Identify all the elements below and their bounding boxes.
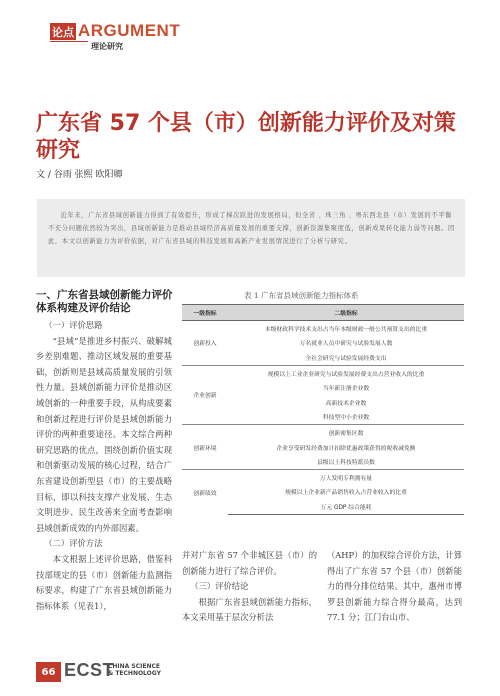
page-number: 66: [36, 662, 61, 682]
left-column: [36, 318, 172, 614]
middle-column: [182, 548, 317, 626]
paragraph: 本文根据上述评价思路，借鉴科技部规定的县（市）创新能力监测指标要求，构建了广东省县域创新能力指标体系（见表1），: [36, 553, 172, 611]
subsection-heading: （三）评价结论: [190, 581, 249, 592]
table-cell-indicator: 本级财政科学技术支出占当年本级财政一般公共预算支出的比重: [264, 326, 428, 333]
brand-subtitle-line: & TECHNOLOGY: [108, 670, 161, 677]
subsection-heading: （一）评价思路: [44, 320, 103, 330]
brand-subtitle: [108, 663, 161, 677]
section-tag-english: ARGUMENT: [78, 21, 181, 40]
table-cell-indicator: 高新技术企业数: [325, 400, 367, 407]
article-authors: 文 / 谷雨 张熙 欧阳卿: [36, 170, 123, 180]
table-cell-indicator: 规模以上企业新产品销售收入占营业收入的比重: [285, 490, 407, 497]
table-cell-indicator: 科技型中小企业数: [322, 415, 370, 422]
table-cell-category: 企业创新: [182, 365, 228, 424]
paragraph: 根据广东省县域创新能力指标，本文采用基于层次分析法: [182, 596, 317, 623]
table-cell-indicator: 规模以上工业企业研究与试验发展经费支出占营业收入的比重: [228, 365, 464, 380]
table-row: [182, 321, 464, 336]
table-cell-indicator: 万元 GDP 综合能耗: [228, 499, 464, 514]
brand-subtitle-line: CHINA SCIENCE: [108, 663, 160, 670]
indicator-table: [182, 304, 464, 515]
table-row: [182, 365, 464, 380]
table-caption: 表 1 广东省县域创新能力指标体系: [244, 291, 359, 300]
subsection-heading: （二）评价方法: [44, 538, 103, 549]
article-title: 广东省 57 个县（市）创新能力评价及对策研究: [36, 111, 456, 163]
table-cell-indicator: 万人发明专利拥有量: [228, 469, 464, 484]
table-header-level2: 二级指标: [228, 305, 464, 321]
table-cell-indicator: 万名就业人员中研究与试验发展人数: [299, 341, 393, 348]
header-divider: [50, 41, 88, 42]
table-cell-indicator: 当年新注册企业数: [322, 386, 370, 393]
column-subtitle: 理论研究: [91, 42, 123, 51]
paragraph: 并对广东省 57 个非城区县（市）的创新能力进行了综合评价。: [182, 550, 317, 576]
paragraph: （AHP）的加权综合评价方法，计算得出了广东省 57 个县（市）创新能力的得分排位结果。其中，惠州市博罗县创新能力综合得分最高，达到 77.1 分；江门台山市、: [327, 550, 462, 623]
table-row: [182, 425, 464, 440]
paragraph: “县域”是推进乡村振兴、破解城乡差别难题、推动区域发展的重要基础，创新则是县域高质量发展的引领性力量。县域创新能力评价是推动区域创新的一种重要手段，从构成要素和创新过程进行评价是县域创新能力评价的两种重要途径。本文综合两种研究思路的优点，围绕创新价值实现和创新驱动发展的核心过程，结合广东省建设创新型县（市）的主要战略目标，即以科技支撑产业发展、生态文明进步、民生改善来全面考查影响县域创新成效的内外部因素。: [36, 335, 172, 533]
table-cell-category: 创新投入: [193, 341, 217, 348]
table-row: [182, 469, 464, 484]
section-tag-badge: 论点: [50, 23, 76, 40]
table-cell-indicator: 创新密集区数: [228, 425, 464, 440]
table-header-level1: 一级指标: [182, 305, 228, 321]
table-cell-indicator: 企业享受研发经费加计扣除优惠政策获得的税收减免额: [276, 445, 416, 452]
brand-logo: ECST: [64, 660, 115, 680]
table-cell-category: 创新绩效: [182, 469, 228, 514]
table-cell-indicator: 全社会研究与试验发展经费支出: [305, 355, 387, 362]
abstract-text: 近年来，广东省县域创新能力得到了有效提升，形成了梯次跃进的发展格局，但全省 、珠三角 、粤东西北县（市）发展的不平衡不充分问题依然较为突出，县域创新能力是推动县域经济高质量发展的重要支撑，创新资源集聚度低，创新成果转化能力弱等问题。因此，本文以创新能力为评价依据，对广东省县域的科技发展和高新产业发展情况进行了分析与研究。: [48, 212, 455, 245]
table-cell-category: 创新环境: [182, 425, 228, 470]
section-heading: 一、广东省县域创新能力评价体系构建及评价结论: [36, 289, 173, 314]
right-column: [327, 548, 462, 626]
table-cell-indicator: 县级以上科技特派员数: [317, 460, 375, 467]
